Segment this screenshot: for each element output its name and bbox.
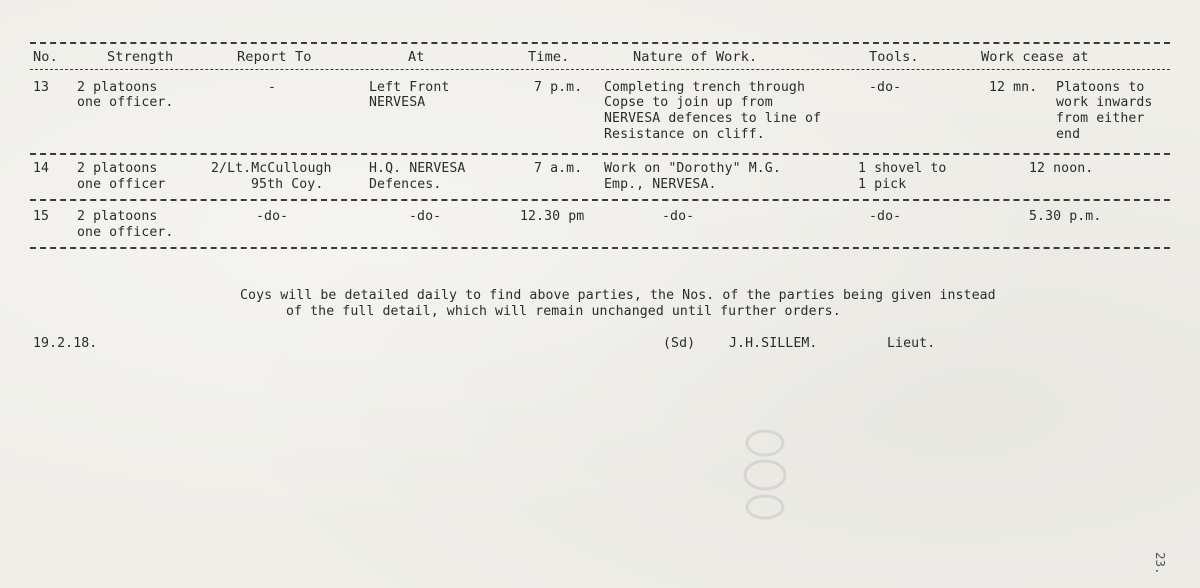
row-tools: 1 shovel to [858,161,947,176]
row-report-to: -do- [256,209,289,224]
row-at: Defences. [369,177,442,192]
signature-rank: Lieut. [887,336,936,351]
row-nature: Emp., NERVESA. [604,177,717,192]
page-number: 23. [1153,552,1168,575]
note-line-1: Coys will be detailed daily to find above parties, the Nos. of the parties being given instead [240,288,996,303]
header-nature: Nature of Work. [633,49,758,65]
row-no: 15 [33,209,50,224]
row-time: 7 p.m. [534,80,583,95]
row-remarks: end [1056,127,1081,142]
header-time: Time. [528,49,570,65]
rule-row-13 [30,153,1170,155]
row-tools: -do- [869,209,902,224]
row-remarks: work inwards [1056,95,1153,110]
row-nature: Copse to join up from [604,95,773,110]
row-strength: 2 platoons [77,161,158,176]
row-at: Left Front [369,80,450,95]
row-time: 12.30 pm [520,209,585,224]
header-at: At [408,49,425,65]
header-no: No. [33,49,58,65]
row-cease: 12 mn. [989,80,1038,95]
signature-name: J.H.SILLEM. [729,336,818,351]
row-nature: NERVESA defences to line of [604,111,822,126]
row-strength: one officer. [77,95,174,110]
rule-row-15 [30,247,1170,249]
row-tools: 1 pick [858,177,907,192]
rule-top [30,42,1170,44]
row-strength: 2 platoons [77,209,158,224]
row-nature: -do- [662,209,695,224]
document-date: 19.2.18. [33,336,98,351]
row-no: 13 [33,80,50,95]
row-strength: one officer. [77,225,174,240]
row-cease: 5.30 p.m. [1029,209,1102,224]
row-remarks: Platoons to [1056,80,1145,95]
row-strength: 2 platoons [77,80,158,95]
row-strength: one officer [77,177,166,192]
row-tools: -do- [869,80,902,95]
row-at: H.Q. NERVESA [369,161,466,176]
row-nature: Resistance on cliff. [604,127,765,142]
row-no: 14 [33,161,50,176]
row-report-to: 95th Coy. [251,177,324,192]
row-cease: 12 noon. [1029,161,1094,176]
signature-sd: (Sd) [663,336,696,351]
row-nature: Completing trench through [604,80,805,95]
row-time: 7 a.m. [534,161,583,176]
row-remarks: from either [1056,111,1145,126]
rule-header [30,69,1170,70]
bleed-through-stamp-icon [735,425,795,520]
row-report-to: 2/Lt.McCullough [211,161,332,176]
row-nature: Work on "Dorothy" M.G. [604,161,781,176]
rule-row-14 [30,199,1170,201]
row-at: NERVESA [369,95,426,110]
header-tools: Tools. [869,49,919,65]
header-cease: Work cease at [981,49,1089,65]
header-report-to: Report To [237,49,312,65]
row-at: -do- [409,209,442,224]
note-line-2: of the full detail, which will remain unchanged until further orders. [286,304,841,319]
row-report-to: - [268,80,277,95]
header-strength: Strength [107,49,174,65]
